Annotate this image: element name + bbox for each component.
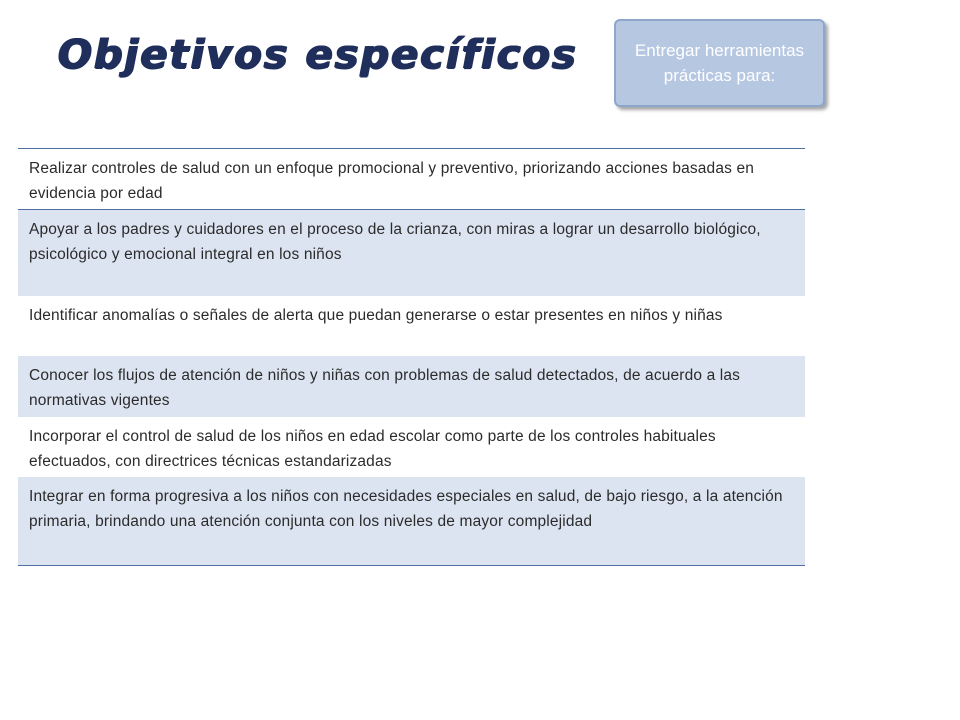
table-row: Realizar controles de salud con un enfoque promocional y preventivo, priorizando acciones basadas en evidencia por edad — [18, 149, 805, 210]
callout-box — [614, 19, 825, 107]
table-row: Conocer los flujos de atención de niños y niñas con problemas de salud detectados, de acuerdo a las normativas vigentes — [18, 356, 805, 417]
callout-text: Entregar herramientas prácticas para: — [634, 41, 805, 85]
slide-title: Objetivos específicos — [58, 32, 578, 78]
objectives-table — [18, 148, 805, 566]
table-row: Incorporar el control de salud de los niños en edad escolar como parte de los controles habituales efectuados, con directrices técnicas estandarizadas — [29, 428, 716, 470]
table-row: Identificar anomalías o señales de alerta que puedan generarse o estar presentes en niños y niñas — [29, 307, 723, 324]
table-row: Apoyar a los padres y cuidadores en el proceso de la crianza, con miras a lograr un desarrollo biológico, psicológico y emocional integral en los niños — [18, 210, 805, 296]
table-row: Integrar en forma progresiva a los niños con necesidades especiales en salud, de bajo riesgo, a la atención primaria, brindando una atención conjunta con los niveles de mayor complejidad — [18, 477, 805, 565]
